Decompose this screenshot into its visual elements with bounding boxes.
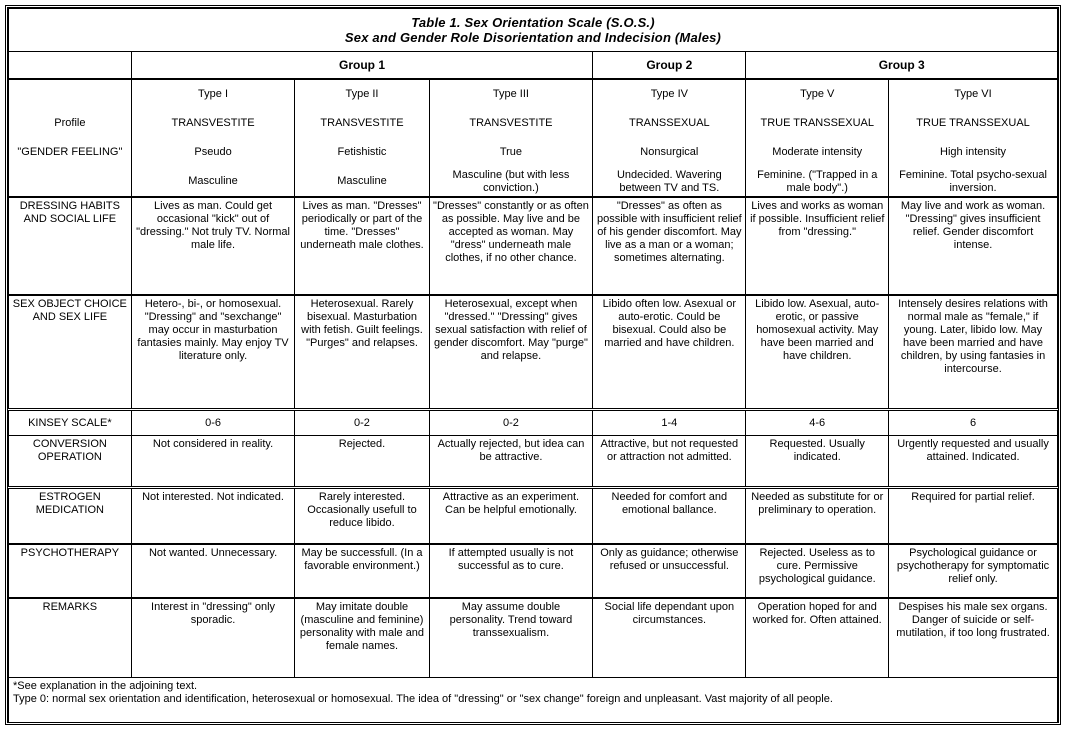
table-title-line2: Sex and Gender Role Disorientation and Indecision (Males) xyxy=(344,30,722,45)
cell-remarks-type-2: May imitate double (masculine and feminine) personality with male and female names. xyxy=(295,598,429,678)
row-label-estrogen-medication: ESTROGEN MEDICATION xyxy=(9,488,132,545)
group-header-spacer xyxy=(9,52,132,80)
type-5-category: TRUE TRANSSEXUAL xyxy=(760,117,874,130)
cell-dressing-type-1: Lives as man. Could get occasional "kick" out of "dressing." Not truly TV. Normal male life. xyxy=(131,197,295,295)
type-6-subtype: High intensity xyxy=(940,146,1007,159)
profile-cell-type-2 xyxy=(295,79,429,197)
cell-kinsey-type-5: 4-6 xyxy=(746,410,889,436)
profile-cell-type-1 xyxy=(131,79,295,197)
cell-conversion-type-3: Actually rejected, but idea can be attractive. xyxy=(429,436,593,488)
row-conversion-operation xyxy=(9,436,1058,488)
type-2-subtype: Fetishistic xyxy=(337,146,387,159)
row-label-kinsey-scale: KINSEY SCALE* xyxy=(9,410,132,436)
cell-psycho-type-2: May be successfull. (In a favorable environment.) xyxy=(295,544,429,598)
cell-sexobj-type-1: Hetero-, bi-, or homosexual. "Dressing" and "sexchange" may occur in masturbation fantasies mainly. May enjoy TV literature only. xyxy=(131,295,295,410)
cell-estrogen-type-1: Not interested. Not indicated. xyxy=(131,488,295,545)
cell-remarks-type-4: Social life dependant upon circumstances. xyxy=(593,598,746,678)
type-4-name: Type IV xyxy=(650,88,688,101)
cell-dressing-type-5: Lives and works as woman if possible. Insufficient relief from "dressing." xyxy=(746,197,889,295)
cell-dressing-type-4: "Dresses" as often as possible with insufficient relief of his gender discomfort. May live as a man or a woman; sometimes alternating. xyxy=(593,197,746,295)
cell-conversion-type-1: Not considered in reality. xyxy=(131,436,295,488)
cell-psycho-type-3: If attempted usually is not successful as to cure. xyxy=(429,544,593,598)
type-5-subtype: Moderate intensity xyxy=(772,146,863,159)
cell-sexobj-type-3: Heterosexual, except when "dressed." "Dressing" gives sexual satisfaction with relief of gender discomfort. May "purge" and relapse. xyxy=(429,295,593,410)
type-2-category: TRANSVESTITE xyxy=(320,117,404,130)
cell-conversion-type-4: Attractive, but not requested or attraction not admitted. xyxy=(593,436,746,488)
type-3-feeling: Masculine (but with less conviction.) xyxy=(452,168,570,194)
cell-psycho-type-6: Psychological guidance or psychotherapy for symptomatic relief only. xyxy=(889,544,1058,598)
table-title-line1: Table 1. Sex Orientation Scale (S.O.S.) xyxy=(411,14,655,30)
row-dressing-habits xyxy=(9,197,1058,295)
cell-estrogen-type-3: Attractive as an experiment. Can be helpful emotionally. xyxy=(429,488,593,545)
group-1-header: Group 1 xyxy=(131,52,593,80)
cell-estrogen-type-4: Needed for comfort and emotional ballance. xyxy=(593,488,746,545)
cell-estrogen-type-5: Needed as substitute for or preliminary to operation. xyxy=(746,488,889,545)
footnote-cell xyxy=(9,678,1058,723)
type-5-name: Type V xyxy=(800,88,835,101)
cell-kinsey-type-4: 1-4 xyxy=(593,410,746,436)
table-title-cell xyxy=(9,9,1058,52)
type-2-feeling: Masculine xyxy=(337,175,387,188)
cell-sexobj-type-2: Heterosexual. Rarely bisexual. Masturbation with fetish. Guilt feelings. "Purges" and relapses. xyxy=(295,295,429,410)
cell-dressing-type-3: "Dresses" constantly or as often as possible. May live and be accepted as woman. May "dress" underneath male clothes, if no other chance. xyxy=(429,197,593,295)
profile-cell-type-6 xyxy=(889,79,1058,197)
type-4-feeling: Undecided. Wavering between TV and TS. xyxy=(616,168,722,194)
type-1-category: TRANSVESTITE xyxy=(171,117,255,130)
profile-label-line1: Profile xyxy=(54,117,86,130)
type-4-category: TRANSSEXUAL xyxy=(628,117,710,130)
cell-dressing-type-2: Lives as man. "Dresses" periodically or part of the time. "Dresses" underneath male clothes. xyxy=(295,197,429,295)
group-2-header: Group 2 xyxy=(593,52,746,80)
type-4-subtype: Nonsurgical xyxy=(640,146,699,159)
table-outer-frame xyxy=(5,5,1061,725)
row-sex-object-choice xyxy=(9,295,1058,410)
cell-kinsey-type-1: 0-6 xyxy=(131,410,295,436)
footnote-row xyxy=(9,678,1058,723)
type-3-name: Type III xyxy=(492,88,529,101)
row-label-conversion-operation: CONVERSION OPERATION xyxy=(9,436,132,488)
row-psychotherapy xyxy=(9,544,1058,598)
type-6-category: TRUE TRANSSEXUAL xyxy=(916,117,1030,130)
row-label-dressing-habits: DRESSING HABITS AND SOCIAL LIFE xyxy=(9,197,132,295)
cell-remarks-type-5: Operation hoped for and worked for. Often attained. xyxy=(746,598,889,678)
cell-psycho-type-1: Not wanted. Unnecessary. xyxy=(131,544,295,598)
row-remarks xyxy=(9,598,1058,678)
cell-sexobj-type-5: Libido low. Asexual, auto-erotic, or passive homosexual activity. May have been married and have children. xyxy=(746,295,889,410)
cell-estrogen-type-2: Rarely interested. Occasionally usefull to reduce libido. xyxy=(295,488,429,545)
row-label-sex-object-choice: SEX OBJECT CHOICE AND SEX LIFE xyxy=(9,295,132,410)
profile-label-line2: "GENDER FEELING" xyxy=(17,146,123,159)
cell-kinsey-type-3: 0-2 xyxy=(429,410,593,436)
cell-kinsey-type-2: 0-2 xyxy=(295,410,429,436)
row-kinsey-scale xyxy=(9,410,1058,436)
cell-remarks-type-6: Despises his male sex organs. Danger of suicide or self-mutilation, if too long frustrated. xyxy=(889,598,1058,678)
group-header-row xyxy=(9,52,1058,80)
profile-cell-type-3 xyxy=(429,79,593,197)
row-estrogen-medication xyxy=(9,488,1058,545)
type-6-feeling: Feminine. Total psycho-sexual inversion. xyxy=(899,168,1047,194)
cell-sexobj-type-6: Intensely desires relations with normal male as "female," if young. Later, libido low. May have been married and have children, by using fantasies in intercourse. xyxy=(889,295,1058,410)
sos-table xyxy=(8,8,1058,722)
row-label-psychotherapy: PSYCHOTHERAPY xyxy=(9,544,132,598)
profile-row xyxy=(9,79,1058,197)
type-3-category: TRANSVESTITE xyxy=(469,117,553,130)
cell-conversion-type-2: Rejected. xyxy=(295,436,429,488)
type-6-name: Type VI xyxy=(954,88,992,101)
type-1-name: Type I xyxy=(198,88,229,101)
cell-remarks-type-3: May assume double personality. Trend toward transsexualism. xyxy=(429,598,593,678)
profile-cell-type-5 xyxy=(746,79,889,197)
profile-cell-type-4 xyxy=(593,79,746,197)
type-1-feeling: Masculine xyxy=(188,175,238,188)
row-label-profile xyxy=(9,79,132,197)
type-1-subtype: Pseudo xyxy=(194,146,232,159)
cell-psycho-type-4: Only as guidance; otherwise refused or unsuccessful. xyxy=(593,544,746,598)
footnote-line2: Type 0: normal sex orientation and identification, heterosexual or homosexual. The idea of "dressing" or "sex change" foreign and unpleasant. Vast majority of all people. xyxy=(13,692,833,705)
type-3-subtype: True xyxy=(499,146,523,159)
row-label-remarks: REMARKS xyxy=(9,598,132,678)
cell-estrogen-type-6: Required for partial relief. xyxy=(889,488,1058,545)
cell-remarks-type-1: Interest in "dressing" only sporadic. xyxy=(131,598,295,678)
cell-kinsey-type-6: 6 xyxy=(889,410,1058,436)
type-5-feeling: Feminine. ("Trapped in a male body".) xyxy=(757,168,878,194)
cell-conversion-type-6: Urgently requested and usually attained. Indicated. xyxy=(889,436,1058,488)
cell-conversion-type-5: Requested. Usually indicated. xyxy=(746,436,889,488)
type-2-name: Type II xyxy=(345,88,379,101)
title-row xyxy=(9,9,1058,52)
group-3-header: Group 3 xyxy=(746,52,1058,80)
cell-psycho-type-5: Rejected. Useless as to cure. Permissive psychological guidance. xyxy=(746,544,889,598)
cell-dressing-type-6: May live and work as woman. "Dressing" gives insufficient relief. Gender discomfort intense. xyxy=(889,197,1058,295)
footnote-line1: *See explanation in the adjoining text. xyxy=(13,680,198,692)
cell-sexobj-type-4: Libido often low. Asexual or auto-erotic. Could be bisexual. Could also be married and have children. xyxy=(593,295,746,410)
